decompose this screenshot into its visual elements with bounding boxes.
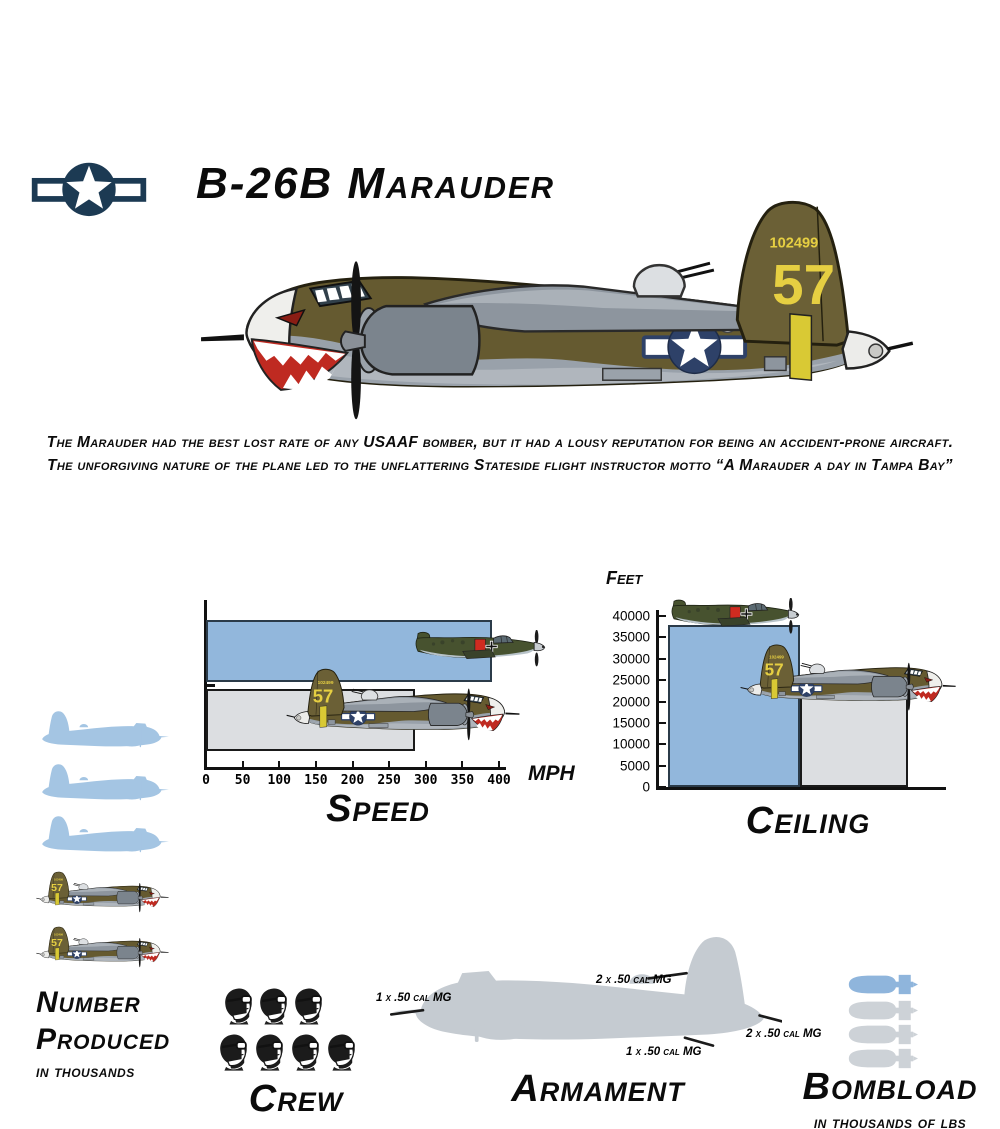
speed-tick-mark bbox=[278, 761, 280, 767]
bomb-icon bbox=[844, 974, 918, 995]
speed-tick-label: 50 bbox=[234, 773, 251, 788]
ceiling-tick-mark bbox=[659, 765, 666, 767]
produced-subtitle: in thousands bbox=[36, 1062, 135, 1081]
b26-icon bbox=[193, 193, 915, 427]
armament-label-tail: 2 x .50 cal MG bbox=[746, 1028, 822, 1040]
speed-axis-dash bbox=[206, 684, 215, 687]
armament-section bbox=[368, 926, 822, 1126]
tail-serial: 102499 bbox=[317, 681, 334, 687]
ceiling-tick-mark bbox=[659, 743, 666, 745]
bomb-icon bbox=[844, 1000, 918, 1021]
pilot-head-icon bbox=[292, 984, 325, 1028]
ceiling-tick-label: 10000 bbox=[612, 736, 650, 752]
speed-tick-mark bbox=[242, 761, 244, 767]
tail-serial: 102499 bbox=[769, 654, 784, 660]
ceiling-tick-label: 25000 bbox=[612, 672, 650, 688]
bomb-icon bbox=[844, 1024, 918, 1045]
armament-label-ventral: 1 x .50 cal MG bbox=[626, 1046, 702, 1058]
b26-silhouette-icon bbox=[36, 710, 170, 754]
ceiling-tick-label: 35000 bbox=[612, 629, 650, 645]
armament-label-dorsal: 2 x .50 cal MG bbox=[596, 974, 672, 986]
bf109-icon bbox=[670, 598, 802, 636]
ceiling-tick-label: 40000 bbox=[612, 608, 650, 624]
tail-code: 57 bbox=[772, 253, 836, 317]
ceiling-tick-label: 5000 bbox=[619, 758, 650, 774]
tail-serial: 102499 bbox=[53, 878, 63, 882]
bf109-icon bbox=[414, 630, 548, 669]
tail-code: 57 bbox=[312, 685, 334, 707]
speed-x-axis bbox=[204, 767, 506, 770]
bombload-section bbox=[780, 958, 1000, 1129]
speed-tick-label: 250 bbox=[377, 773, 401, 788]
us-star-insignia-art bbox=[30, 157, 148, 218]
tail-serial: 102499 bbox=[53, 933, 63, 937]
produced-title-line2: Produced bbox=[36, 1023, 171, 1056]
pilot-head-icon bbox=[222, 984, 255, 1028]
us-star-insignia-icon bbox=[30, 157, 148, 218]
speed-tick-label: 300 bbox=[414, 773, 438, 788]
b26-icon bbox=[740, 642, 958, 713]
ceiling-chart bbox=[598, 562, 1000, 847]
pilot-head-icon bbox=[253, 1030, 286, 1074]
b26-icon bbox=[36, 870, 170, 914]
ceiling-tick-mark bbox=[659, 786, 666, 788]
crew-section bbox=[196, 982, 396, 1127]
bf109-icon bbox=[670, 598, 802, 636]
ceiling-tick-mark bbox=[659, 658, 666, 660]
b26-silhouette-icon bbox=[36, 763, 170, 807]
ceiling-tick-mark bbox=[659, 636, 666, 638]
number-produced-section bbox=[28, 702, 193, 1102]
b26-icon bbox=[36, 925, 170, 969]
description-line-2: The unforgiving nature of the plane led to the unflattering Stateside flight instructor motto “A Marauder a day in Tampa Bay” bbox=[47, 457, 953, 474]
speed-tick-mark bbox=[352, 761, 354, 767]
ceiling-title: Ceiling bbox=[745, 800, 871, 842]
speed-tick-label: 400 bbox=[487, 773, 511, 788]
description-block bbox=[30, 431, 970, 477]
pilot-head-icon bbox=[257, 984, 290, 1028]
produced-title-line1: Number bbox=[36, 986, 141, 1019]
main-aircraft-illustration bbox=[193, 193, 915, 427]
speed-tick-label: 200 bbox=[340, 773, 365, 788]
ceiling-tick-label: 15000 bbox=[612, 715, 650, 731]
b26-silhouette-icon bbox=[36, 710, 170, 754]
ceiling-x-axis bbox=[656, 787, 946, 790]
tail-serial: 102499 bbox=[769, 235, 819, 252]
speed-tick-mark bbox=[205, 761, 207, 767]
tail-code: 57 bbox=[51, 936, 63, 949]
ceiling-tick-label: 0 bbox=[642, 779, 650, 795]
b26-silhouette-icon bbox=[36, 815, 170, 859]
b26-icon bbox=[286, 666, 522, 743]
b26-icon bbox=[740, 642, 958, 713]
ceiling-tick-label: 30000 bbox=[612, 651, 650, 667]
tail-code: 57 bbox=[51, 881, 63, 894]
speed-tick-label: 0 bbox=[202, 773, 210, 788]
crew-title: Crew bbox=[248, 1078, 344, 1120]
b26-silhouette-icon bbox=[36, 815, 170, 859]
speed-tick-mark bbox=[461, 761, 463, 767]
ceiling-tick-label: 20000 bbox=[612, 694, 650, 709]
ceiling-tick-mark bbox=[659, 679, 666, 681]
speed-tick-label: 350 bbox=[450, 773, 475, 788]
speed-tick-mark bbox=[498, 761, 500, 767]
ceiling-tick-mark bbox=[659, 722, 666, 724]
ceiling-tick-mark bbox=[659, 615, 666, 617]
speed-tick-mark bbox=[388, 761, 390, 767]
pilot-head-icon bbox=[217, 1030, 250, 1074]
b26-silhouette-icon bbox=[36, 763, 170, 807]
tail-code: 57 bbox=[764, 660, 784, 680]
ceiling-tick-mark bbox=[659, 701, 666, 703]
bombload-title: Bombload bbox=[802, 1066, 978, 1108]
armament-label-nose: 1 x .50 cal MG bbox=[376, 992, 452, 1004]
description-line-1: The Marauder had the best lost rate of any USAAF bomber, but it had a lousy reputation for being an accident-prone aircraft. bbox=[46, 434, 954, 451]
pilot-head-icon bbox=[325, 1030, 358, 1074]
speed-unit-label: MPH bbox=[528, 762, 575, 785]
speed-tick-label: 100 bbox=[267, 773, 291, 788]
b26-icon bbox=[36, 870, 170, 914]
ceiling-unit-label: Feet bbox=[606, 568, 643, 588]
speed-tick-label: 150 bbox=[304, 773, 328, 788]
pilot-head-icon bbox=[289, 1030, 322, 1074]
speed-chart bbox=[198, 590, 593, 845]
armament-title: Armament bbox=[511, 1068, 685, 1110]
b26-icon bbox=[286, 666, 522, 743]
speed-title: Speed bbox=[326, 788, 430, 830]
b26-icon bbox=[36, 925, 170, 969]
bf109-icon bbox=[414, 630, 548, 669]
page-title: B-26B Marauder bbox=[196, 159, 556, 208]
bombload-subtitle: in thousands of lbs bbox=[813, 1113, 967, 1129]
speed-tick-mark bbox=[425, 761, 427, 767]
speed-tick-mark bbox=[315, 761, 317, 767]
